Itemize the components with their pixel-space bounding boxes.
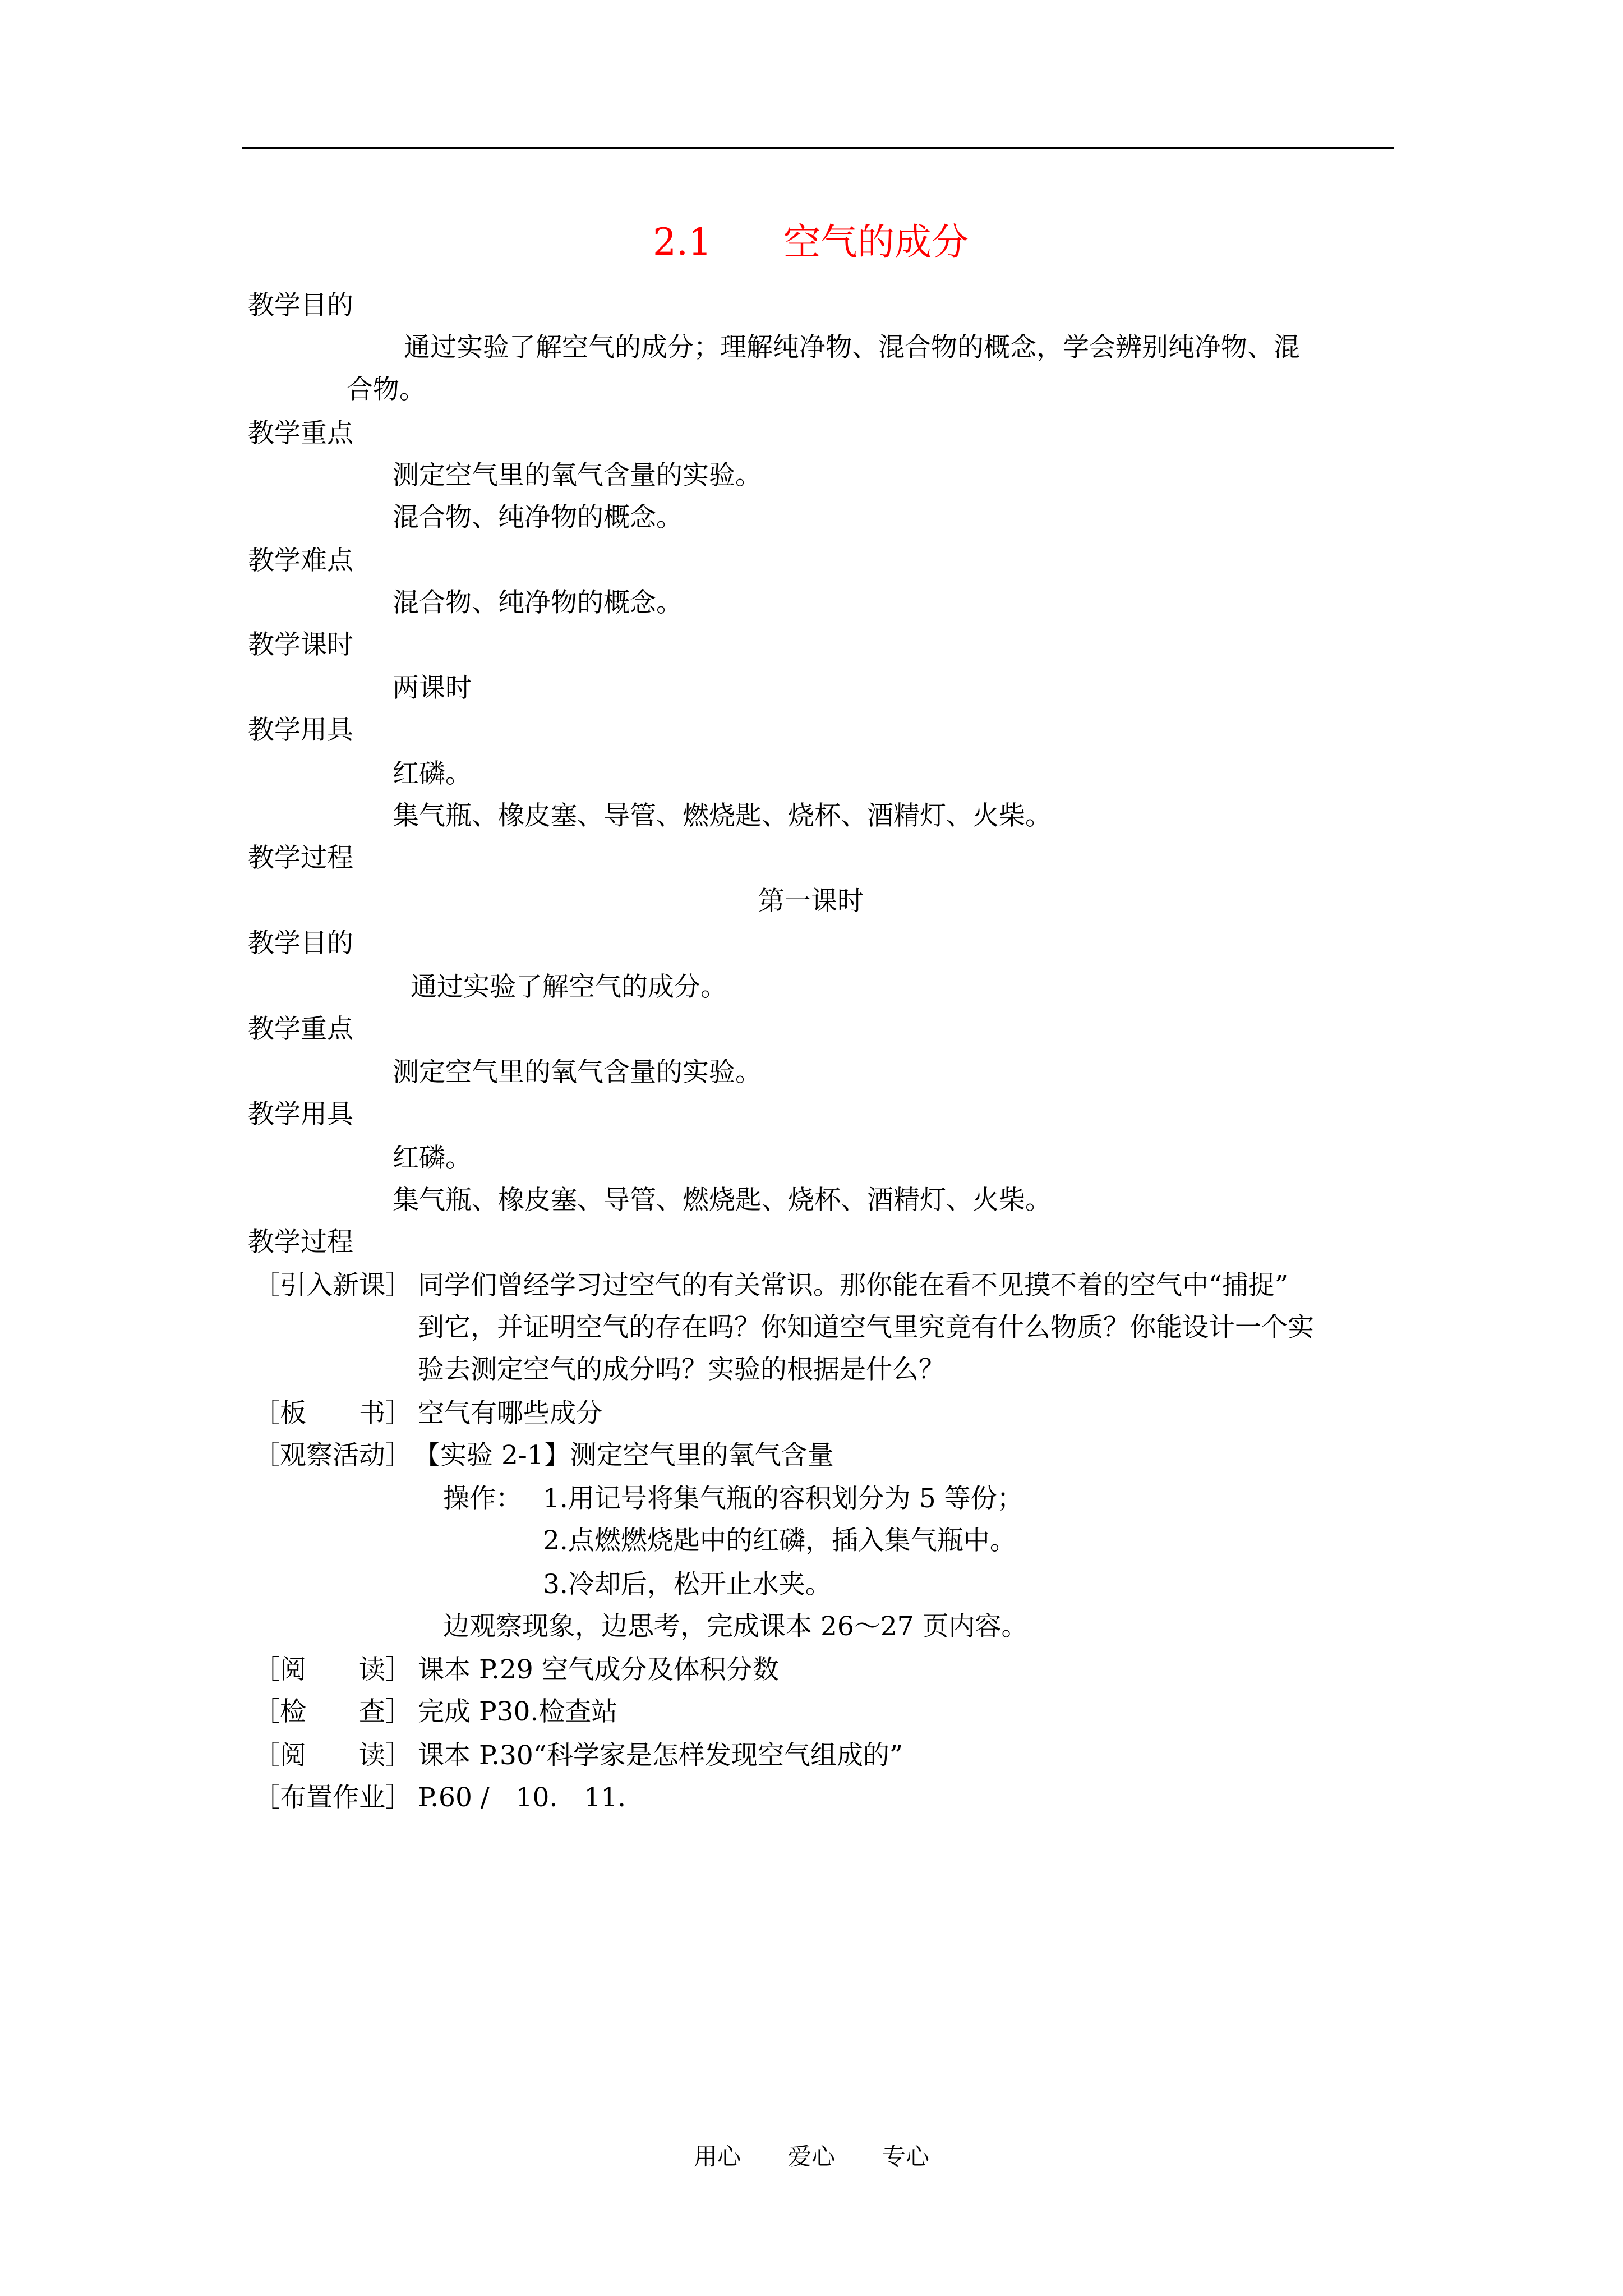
operation-step: 2.点燃燃烧匙中的红磷，插入集气瓶中。 xyxy=(543,1525,1016,1556)
homework-text: P.60 / 10. 11. xyxy=(418,1782,626,1813)
lesson-goal-heading: 教学目的 xyxy=(248,928,353,959)
key-heading: 教学重点 xyxy=(248,418,353,449)
page-title xyxy=(653,220,969,265)
homework-label: ［布置作业］ xyxy=(253,1782,412,1813)
hours-heading: 教学课时 xyxy=(248,629,353,660)
intro-text-line2: 到它，并证明空气的存在吗？你知道空气里究竟有什么物质？你能设计一个实 xyxy=(418,1312,1314,1343)
read-text: 课本 P.29 空气成分及体积分数 xyxy=(418,1654,779,1685)
difficulty-item: 混合物、纯净物的概念。 xyxy=(393,587,683,618)
observe-label: ［观察活动］ xyxy=(253,1440,412,1471)
process-heading: 教学过程 xyxy=(248,843,353,873)
operation-label: 操作： xyxy=(443,1483,522,1514)
lesson-tools-heading: 教学用具 xyxy=(248,1099,353,1130)
header-rule xyxy=(242,147,1394,149)
lesson-tools-item: 红磷。 xyxy=(393,1143,472,1174)
page-footer: 用心 爱心 专心 xyxy=(693,2143,929,2170)
goal-text-line1: 通过实验了解空气的成分；理解纯净物、混合物的概念，学会辨别纯净物、混 xyxy=(404,332,1300,363)
check-text: 完成 P30.检查站 xyxy=(418,1696,618,1727)
board-text: 空气有哪些成分 xyxy=(418,1398,602,1429)
board-label: ［板 书］ xyxy=(253,1398,412,1429)
intro-label: ［引入新课］ xyxy=(253,1270,412,1301)
operation-step: 1.用记号将集气瓶的容积划分为 5 等份； xyxy=(543,1483,1023,1514)
intro-text-line3: 验去测定空气的成分吗？实验的根据是什么？ xyxy=(418,1354,945,1385)
read-text: 课本 P.30“科学家是怎样发现空气组成的” xyxy=(418,1740,903,1771)
intro-text-line1: 同学们曾经学习过空气的有关常识。那你能在看不见摸不着的空气中“捕捉” xyxy=(418,1270,1289,1301)
hours-value: 两课时 xyxy=(393,673,472,703)
tools-heading: 教学用具 xyxy=(248,715,353,746)
section-title: 空气的成分 xyxy=(783,220,969,264)
lesson-key-text: 测定空气里的氧气含量的实验。 xyxy=(393,1057,762,1088)
check-label: ［检 查］ xyxy=(253,1696,412,1727)
lesson-goal-text: 通过实验了解空气的成分。 xyxy=(411,972,727,1002)
goal-heading: 教学目的 xyxy=(248,290,353,321)
key-item: 测定空气里的氧气含量的实验。 xyxy=(393,460,762,491)
read-label: ［阅 读］ xyxy=(253,1740,412,1771)
tools-item: 集气瓶、橡皮塞、导管、燃烧匙、烧杯、酒精灯、火柴。 xyxy=(393,800,1052,831)
read-label: ［阅 读］ xyxy=(253,1654,412,1685)
lesson-tools-item: 集气瓶、橡皮塞、导管、燃烧匙、烧杯、酒精灯、火柴。 xyxy=(393,1185,1052,1216)
observe-text: 【实验 2-1】测定空气里的氧气含量 xyxy=(414,1440,834,1471)
lesson-title: 第一课时 xyxy=(758,886,864,917)
section-number: 2.1 xyxy=(653,220,712,264)
observe-note: 边观察现象，边思考，完成课本 26～27 页内容。 xyxy=(443,1611,1028,1642)
lesson-process-heading: 教学过程 xyxy=(248,1227,353,1258)
goal-text-line2: 合物。 xyxy=(347,374,426,405)
difficulty-heading: 教学难点 xyxy=(248,545,353,576)
tools-item: 红磷。 xyxy=(393,758,472,789)
key-item: 混合物、纯净物的概念。 xyxy=(393,502,683,533)
operation-step: 3.冷却后，松开止水夹。 xyxy=(543,1569,832,1600)
lesson-key-heading: 教学重点 xyxy=(248,1014,353,1045)
